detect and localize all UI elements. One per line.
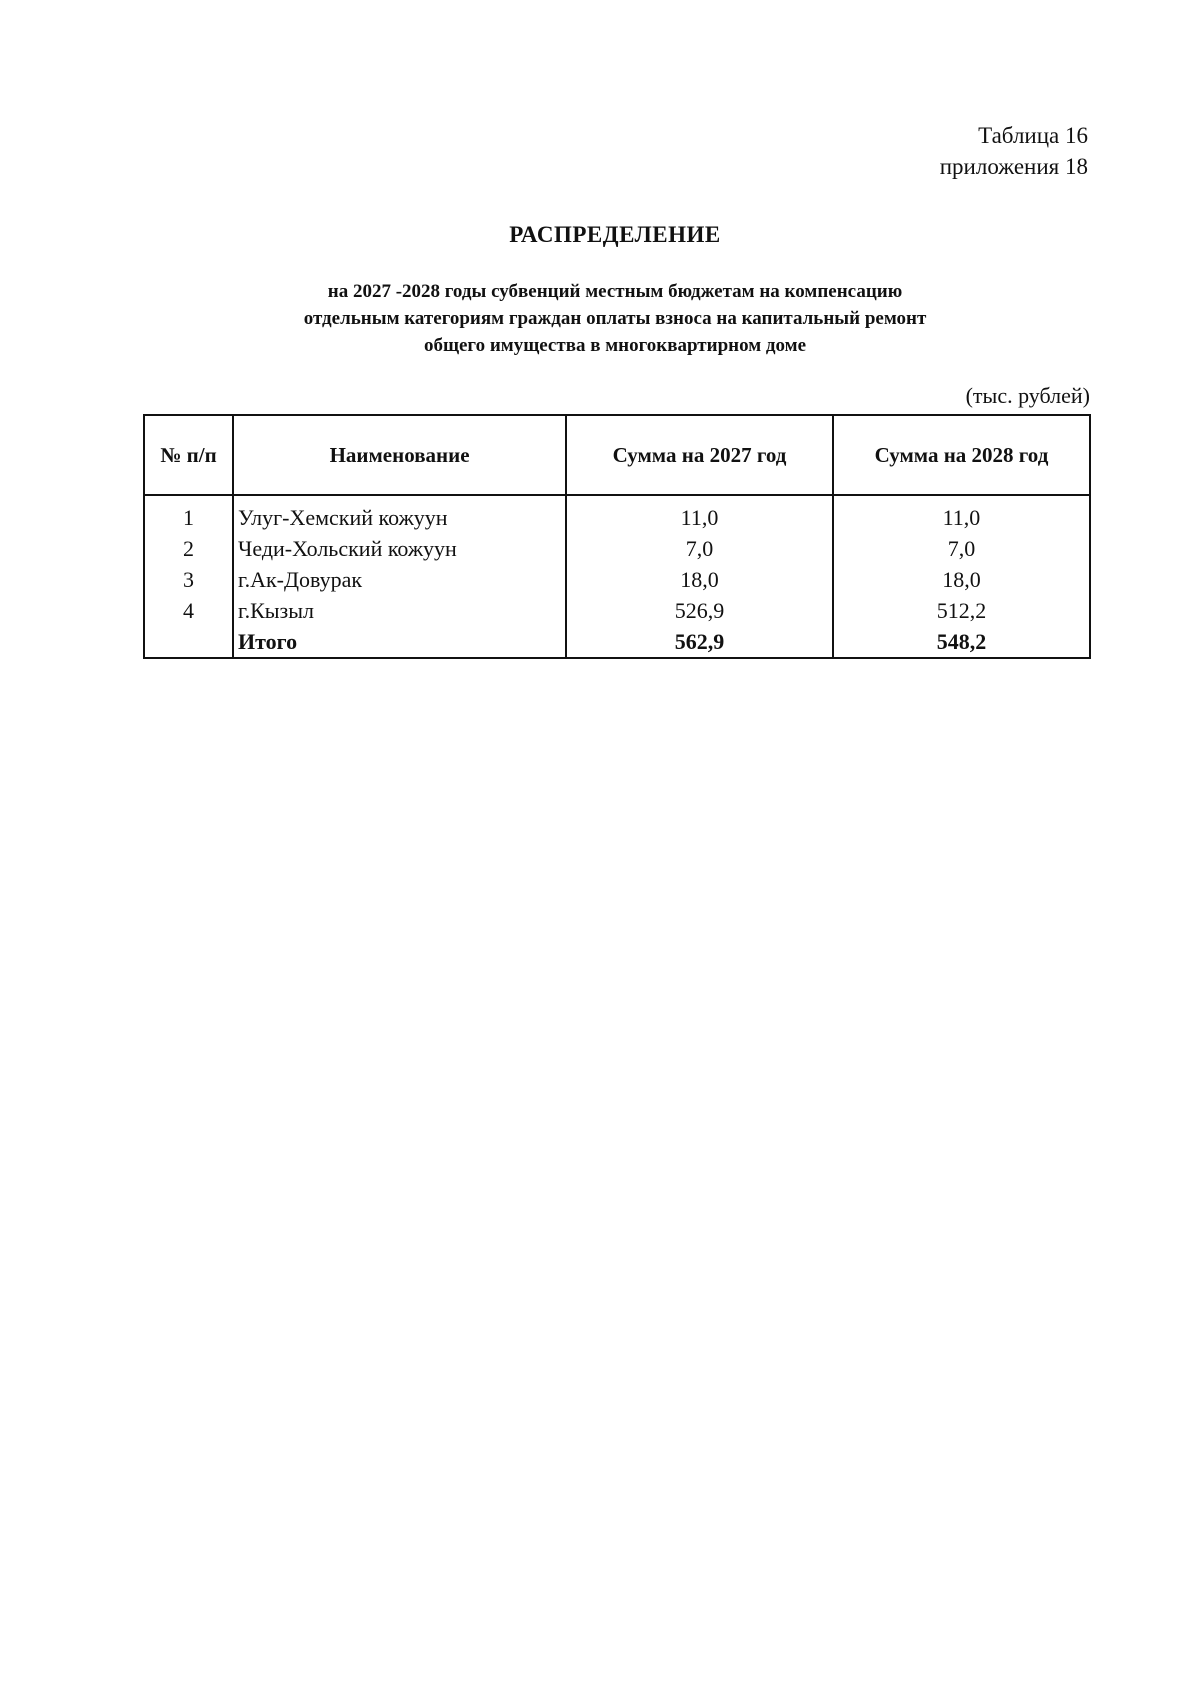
row-number: 4 — [144, 595, 233, 626]
row-number: 2 — [144, 533, 233, 564]
subtitle-line: отдельным категориям граждан оплаты взноса на капитальный ремонт — [303, 308, 927, 329]
row-sum-2027: 18,0 — [566, 564, 833, 595]
row-sum-2028: 18,0 — [833, 564, 1090, 595]
subtitle-line: на 2027 -2028 годы субвенций местным бюджетам на компенсацию — [327, 281, 903, 302]
total-sum-2027: 562,9 — [566, 626, 833, 658]
table-row — [144, 495, 1090, 533]
header-number: № п/п — [144, 415, 233, 495]
row-number: 3 — [144, 564, 233, 595]
header-sum-2028: Сумма на 2028 год — [833, 415, 1090, 495]
row-sum-2027: 7,0 — [566, 533, 833, 564]
total-label: Итого — [233, 626, 566, 658]
header-name: Наименование — [233, 415, 566, 495]
table-row — [144, 595, 1090, 626]
row-sum-2028: 11,0 — [833, 495, 1090, 533]
total-sum-2028: 548,2 — [833, 626, 1090, 658]
table-reference — [940, 120, 1088, 182]
document-subtitle — [0, 278, 1200, 359]
document-title: РАСПРЕДЕЛЕНИЕ — [509, 222, 721, 247]
total-number-cell — [144, 626, 233, 658]
row-sum-2028: 512,2 — [833, 595, 1090, 626]
row-sum-2028: 7,0 — [833, 533, 1090, 564]
table-number: Таблица 16 — [978, 123, 1088, 148]
row-name: Чеди-Хольский кожуун — [233, 533, 566, 564]
header-sum-2027: Сумма на 2027 год — [566, 415, 833, 495]
table-header-row — [144, 415, 1090, 495]
appendix-number: приложения 18 — [939, 154, 1088, 179]
row-name: г.Кызыл — [233, 595, 566, 626]
row-name: Улуг-Хемский кожуун — [233, 495, 566, 533]
total-row — [144, 626, 1090, 658]
row-name: г.Ак-Довурак — [233, 564, 566, 595]
units-label: (тыс. рублей) — [965, 383, 1090, 408]
table-row — [144, 564, 1090, 595]
distribution-table — [143, 414, 1091, 659]
subtitle-line: общего имущества в многоквартирном доме — [423, 335, 807, 356]
row-sum-2027: 526,9 — [566, 595, 833, 626]
row-sum-2027: 11,0 — [566, 495, 833, 533]
row-number: 1 — [144, 495, 233, 533]
table-row — [144, 533, 1090, 564]
